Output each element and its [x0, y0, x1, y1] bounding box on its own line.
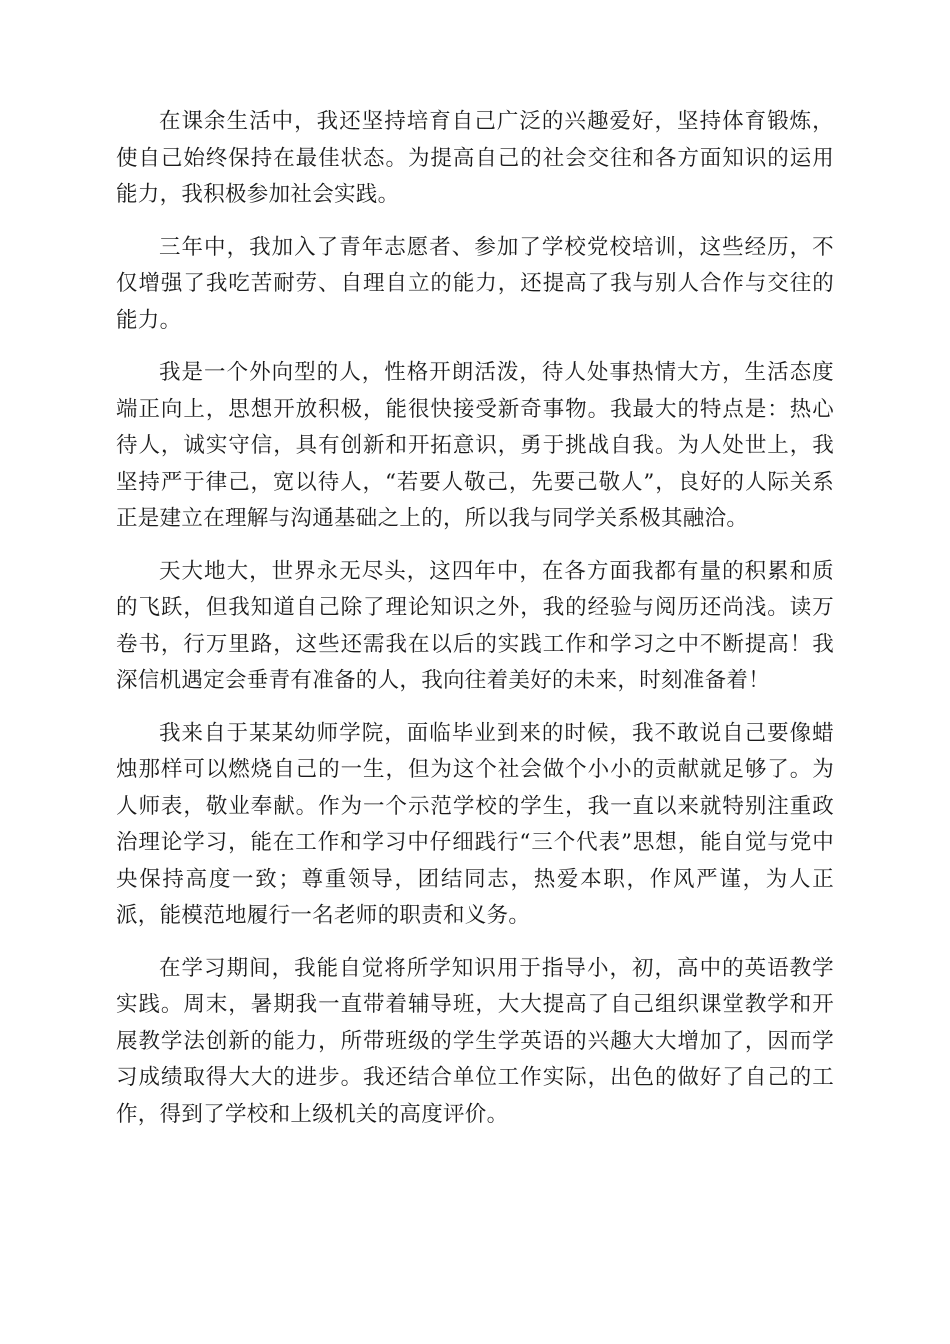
paragraph-teaching-practice: 在学习期间，我能自觉将所学知识用于指导小，初，高中的英语教学实践。周末，暑期我一直带着辅导班，大大提高了自己组织课堂教学和开展教学法创新的能力，所带班级的学生学英语的兴趣大大增加了，因而学习成绩取得大大的进步。我还结合单位工作实际，出色的做好了自己的工作，得到了学校和上级机关的高度评价。 [116, 955, 834, 1127]
paragraph-background: 我来自于某某幼师学院，面临毕业到来的时候，我不敢说自己要像蜡烛那样可以燃烧自己的一生，但为这个社会做个小小的贡献就足够了。为人师表，敬业奉献。作为一个示范学校的学生，我一直以来就特别注重政治理论学习，能在工作和学习中仔细践行“三个代表”思想，能自觉与党中央保持高度一致；尊重领导，团结同志，热爱本职，作风严谨，为人正派，能模范地履行一名老师的职责和义务。 [116, 720, 834, 928]
paragraph-personality: 我是一个外向型的人，性格开朗活泼，待人处事热情大方，生活态度端正向上，思想开放积极，能很快接受新奇事物。我最大的特点是：热心待人，诚实守信，具有创新和开拓意识，勇于挑战自我。为人处世上，我坚持严于律己，宽以待人，“若要人敬己，先要己敬人”，良好的人际关系正是建立在理解与沟通基础之上的，所以我与同学关系极其融洽。 [116, 360, 834, 531]
paragraph-growth: 天大地大，世界永无尽头，这四年中，在各方面我都有量的积累和质的飞跃，但我知道自己除了理论知识之外，我的经验与阅历还尚浅。读万卷书，行万里路，这些还需我在以后的实践工作和学习之中不断提高！我深信机遇定会垂青有准备的人，我向往着美好的未来，时刻准备着！ [116, 558, 834, 693]
paragraph-volunteer: 三年中，我加入了青年志愿者、参加了学校党校培训，这些经历，不仅增强了我吃苦耐劳、自理自立的能力，还提高了我与别人合作与交往的能力。 [116, 234, 834, 333]
paragraph-extracurricular: 在课余生活中，我还坚持培育自己广泛的兴趣爱好，坚持体育锻炼，使自己始终保持在最佳状态。为提高自己的社会交往和各方面知识的运用能力，我积极参加社会实践。 [116, 109, 834, 207]
